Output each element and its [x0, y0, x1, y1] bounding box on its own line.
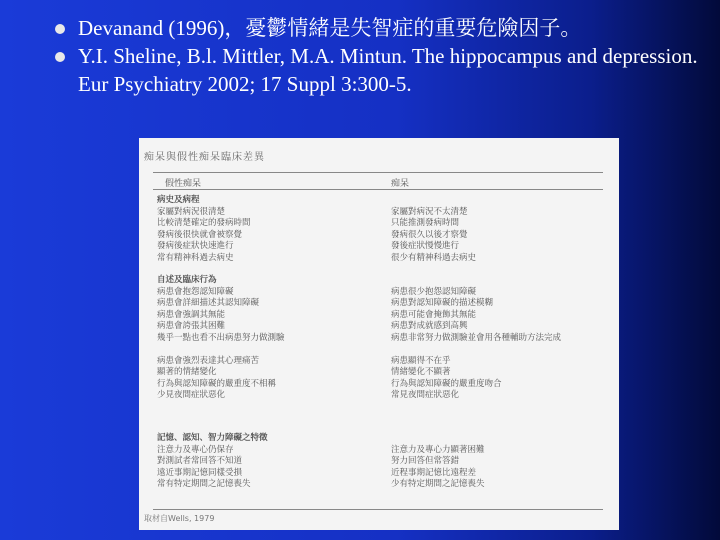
cell-right: 行為與認知障礙的嚴重度吻合 — [391, 378, 502, 389]
cell-right: 病患可能會掩飾其無能 — [391, 309, 477, 320]
cell-right: 病患非常努力做測驗並會用各種輔助方法完成 — [391, 332, 562, 343]
cell-left: 少見夜間症狀惡化 — [157, 390, 226, 400]
comparison-table — [153, 172, 603, 510]
cell-right: 近程事期記憶比遠程差 — [391, 467, 477, 478]
table-row — [153, 379, 603, 391]
cell-left: 病患會強烈表達其心理痛苦 — [157, 355, 260, 366]
table-title: 痴呆與假性痴呆臨床差異 — [144, 152, 265, 163]
cell-right: 努力回答但常答錯 — [391, 456, 460, 466]
cell-left: 常有特定期間之記憶喪失 — [157, 479, 251, 489]
bullet-item — [55, 42, 705, 98]
cell-left: 病患會抱怨認知障礙 — [157, 286, 234, 297]
source-citation: 取材自Wells, 1979 — [144, 514, 215, 523]
table-row — [153, 456, 603, 468]
table-row — [153, 321, 603, 333]
cell-left: 病患會強調其無能 — [157, 309, 226, 320]
section-heading: 記憶、認知、智力障礙之特徵 — [157, 433, 268, 443]
cell-left: 發病後症狀快速進行 — [157, 241, 234, 251]
cell-right: 發後症狀慢慢進行 — [391, 241, 460, 251]
table-row — [153, 230, 603, 242]
table-row — [153, 310, 603, 322]
bullet-text: Y.I. Sheline, B.l. Mittler, M.A. Mintun. The hippocampus and depression. Eur Psychiatry 2002; 17 Suppl 3:300-5. — [78, 44, 698, 96]
cell-right: 常見夜間症狀惡化 — [391, 390, 460, 400]
cell-left: 病患會詳細描述其認知障礙 — [157, 298, 260, 308]
cell-right: 少有特定期間之記憶喪失 — [391, 479, 485, 489]
bullet-dot-icon — [55, 52, 65, 62]
cell-left: 行為與認知障礙的嚴重度不相稱 — [157, 378, 277, 389]
bullet-item — [55, 14, 705, 42]
cell-right: 病患很少抱怨認知障礙 — [391, 286, 477, 297]
cell-right: 病患顯得不在乎 — [391, 355, 451, 366]
cell-right: 病患對認知障礙的描述模糊 — [391, 298, 494, 308]
cell-right: 情緒變化不顯著 — [391, 367, 451, 377]
scanned-table-image — [139, 138, 619, 530]
cell-left: 顯著的情緒變化 — [157, 367, 217, 377]
cell-left: 遠近事期記憶同樣受損 — [157, 467, 243, 478]
cell-left: 常有精神科過去病史 — [157, 252, 234, 263]
table-row — [153, 468, 603, 480]
table-header — [153, 173, 603, 190]
cell-right: 發病很久以後才察覺 — [391, 229, 468, 240]
table-row — [153, 445, 603, 457]
cell-right: 很少有精神科過去病史 — [391, 252, 477, 263]
cell-left: 對測試者常回答不知道 — [157, 456, 243, 466]
column-header-right: 痴呆 — [391, 179, 410, 189]
table-row — [153, 253, 603, 265]
table-row — [153, 356, 603, 368]
cell-left: 家屬對病況很清楚 — [157, 206, 226, 217]
bullet-text: Devanand (1996)，憂鬱情緒是失智症的重要危險因子。 — [78, 16, 582, 40]
table-row — [153, 367, 603, 379]
table-section — [153, 195, 603, 264]
column-header-left: 假性痴呆 — [165, 179, 202, 189]
cell-right: 注意力及專心力顯著困難 — [391, 444, 485, 455]
cell-right: 家屬對病況不太清楚 — [391, 206, 468, 217]
cell-left: 注意力及專心仍保存 — [157, 444, 234, 455]
cell-left: 幾乎一點也看不出病患努力做測驗 — [157, 332, 285, 343]
cell-left: 病患會誇張其困難 — [157, 321, 226, 331]
section-heading: 自述及臨床行為 — [157, 275, 217, 285]
table-row — [153, 207, 603, 219]
section-heading: 病史及病程 — [157, 195, 200, 205]
table-row — [153, 390, 603, 402]
table-section — [153, 275, 603, 402]
table-row — [153, 298, 603, 310]
cell-left: 比較清楚確定的發病時間 — [157, 218, 251, 228]
cell-right: 病患對成就感到高興 — [391, 321, 468, 331]
table-section — [153, 433, 603, 491]
cell-left: 發病後很快就會被察覺 — [157, 229, 243, 240]
bullet-list — [55, 14, 705, 98]
table-row — [153, 218, 603, 230]
bullet-dot-icon — [55, 24, 65, 34]
table-row — [153, 333, 603, 356]
table-row — [153, 287, 603, 299]
table-row — [153, 241, 603, 253]
table-row — [153, 479, 603, 491]
cell-right: 只能推測發病時間 — [391, 218, 460, 228]
